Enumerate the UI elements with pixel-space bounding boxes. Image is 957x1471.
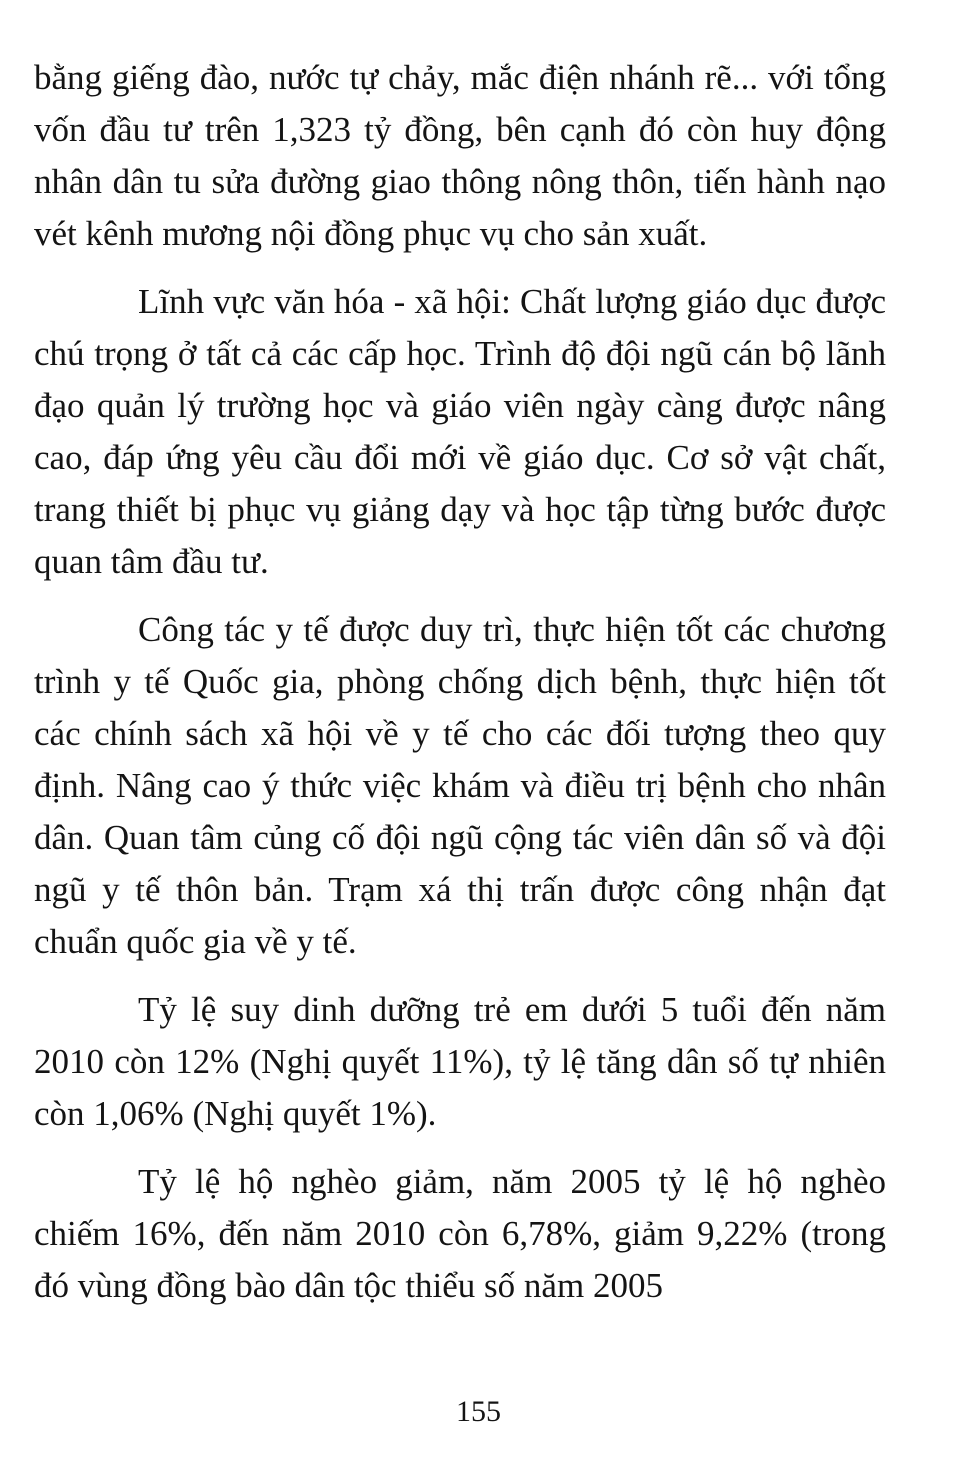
paragraph-5: Tỷ lệ hộ nghèo giảm, năm 2005 tỷ lệ hộ nghèo chiếm 16%, đến năm 2010 còn 6,78%, giảm 9,22% (trong đó vùng đồng bào dân tộc thiểu số năm 2005 — [34, 1162, 886, 1305]
page-number: 155 — [456, 1395, 501, 1428]
paragraph-3: Công tác y tế được duy trì, thực hiện tốt các chương trình y tế Quốc gia, phòng chống dịch bệnh, thực hiện tốt các chính sách xã hội về y tế cho các đối tượng theo quy định. Nâng cao ý thức việc khám và điều trị bệnh cho nhân dân. Quan tâm củng cố đội ngũ cộng tác viên dân số và đội ngũ y tế thôn bản. Trạm xá thị trấn được công nhận đạt chuẩn quốc gia về y tế. — [34, 610, 886, 961]
paragraph-2: Lĩnh vực văn hóa - xã hội: Chất lượng giáo dục được chú trọng ở tất cả các cấp học. Trình độ đội ngũ cán bộ lãnh đạo quản lý trường học và giáo viên ngày càng được nâng cao, đáp ứng yêu cầu đổi mới về giáo dục. Cơ sở vật chất, trang thiết bị phục vụ giảng dạy và học tập từng bước được quan tâm đầu tư. — [34, 282, 886, 581]
body-text — [34, 52, 886, 1328]
paragraph-1: bằng giếng đào, nước tự chảy, mắc điện nhánh rẽ... với tổng vốn đầu tư trên 1,323 tỷ đồng, bên cạnh đó còn huy động nhân dân tu sửa đường giao thông nông thôn, tiến hành nạo vét kênh mương nội đồng phục vụ cho sản xuất. — [34, 58, 886, 253]
paragraph-4: Tỷ lệ suy dinh dưỡng trẻ em dưới 5 tuổi đến năm 2010 còn 12% (Nghị quyết 11%), tỷ lệ tăng dân số tự nhiên còn 1,06% (Nghị quyết 1%). — [34, 990, 886, 1133]
